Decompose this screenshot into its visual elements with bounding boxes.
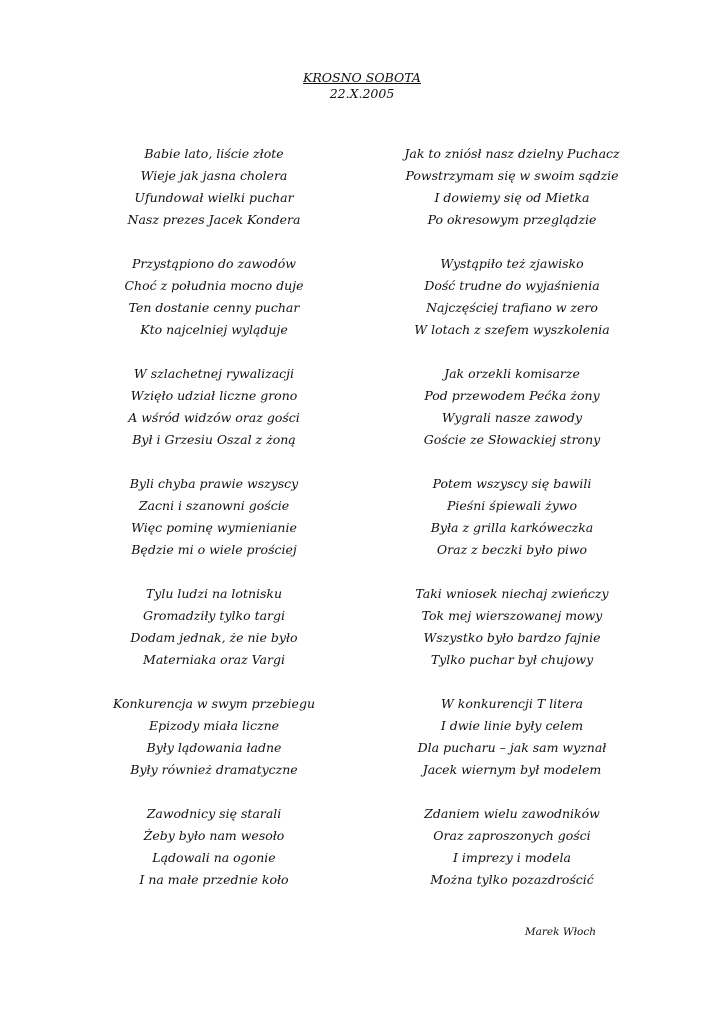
verse-line: Oraz zaproszonych gości — [433, 828, 591, 843]
verse-line: Była z grilla karkóweczka — [430, 520, 594, 535]
stanza — [54, 803, 374, 891]
verse-line: Babie lato, liście złote — [144, 146, 284, 161]
date-line: 22.X.2005 — [329, 86, 395, 101]
verse-line: Ufundował wielki puchar — [134, 190, 294, 205]
verse-line: Były również dramatyczne — [130, 762, 298, 777]
verse-line: Potem wszyscy się bawili — [432, 476, 592, 491]
stanza — [352, 803, 672, 891]
verse-line: Będzie mi o wiele prościej — [131, 542, 297, 557]
stanza — [352, 693, 672, 781]
verse-line: Pieśni śpiewali żywo — [446, 498, 578, 513]
verse-line: Po okresowym przeglądzie — [427, 212, 597, 227]
verse-line: Dodam jednak, że nie było — [130, 630, 298, 645]
verse-line: Wygrali nasze zawody — [441, 410, 583, 425]
verse-line: Zacni i szanowni goście — [138, 498, 290, 513]
verse-line: Oraz z beczki było piwo — [436, 542, 588, 557]
verse-line: Więc pominę wymienianie — [131, 520, 297, 535]
verse-line: Taki wniosek niechaj zwieńczy — [415, 586, 609, 601]
title-line: KROSNO SOBOTA — [303, 70, 421, 85]
stanza — [54, 583, 374, 671]
verse-line: A wśród widzów oraz gości — [128, 410, 300, 425]
right-column — [352, 143, 672, 913]
verse-line: Jak to zniósł nasz dzielny Puchacz — [404, 146, 620, 161]
verse-line: Gromadziły tylko targi — [142, 608, 286, 623]
verse-line: Choć z południa mocno duje — [124, 278, 304, 293]
verse-line: Epizody miała liczne — [148, 718, 280, 733]
verse-line: Pod przewodem Pećka żony — [424, 388, 600, 403]
verse-line: Byli chyba prawie wszyscy — [129, 476, 299, 491]
stanza — [352, 363, 672, 451]
verse-line: Zawodnicy się starali — [146, 806, 282, 821]
verse-line: I imprezy i modela — [453, 850, 571, 865]
verse-line: Wszystko było bardzo fajnie — [423, 630, 601, 645]
verse-line: Można tylko pozazdrościć — [430, 872, 594, 887]
verse-line: Były lądowania ładne — [146, 740, 282, 755]
stanza — [352, 253, 672, 341]
verse-line: Wieje jak jasna cholera — [140, 168, 288, 183]
verse-line: Tylu ludzi na lotnisku — [145, 586, 283, 601]
verse-line: Goście ze Słowackiej strony — [423, 432, 601, 447]
verse-line: I na małe przednie koło — [139, 872, 289, 887]
left-column — [54, 143, 374, 913]
verse-line: Dla pucharu – jak sam wyznał — [417, 740, 607, 755]
verse-line: Przystąpiono do zawodów — [132, 256, 296, 271]
verse-line: Jak orzekli komisarze — [444, 366, 580, 381]
stanza — [54, 143, 374, 231]
stanza — [352, 143, 672, 231]
verse-line: Był i Grzesiu Oszal z żoną — [132, 432, 296, 447]
author-signature: Marek Włoch — [524, 926, 596, 938]
stanza — [54, 363, 374, 451]
verse-line: Lądowali na ogonie — [152, 850, 276, 865]
stanza — [352, 583, 672, 671]
stanza — [54, 693, 374, 781]
verse-line: W konkurencji T litera — [440, 696, 584, 711]
verse-line: Wystąpiło też zjawisko — [440, 256, 584, 271]
verse-line: Kto najcelniej wyląduje — [140, 322, 288, 337]
stanza — [54, 253, 374, 341]
verse-line: Dość trudne do wyjaśnienia — [424, 278, 600, 293]
verse-line: Wzięło udział liczne grono — [130, 388, 298, 403]
verse-line: Tylko puchar był chujowy — [430, 652, 594, 667]
stanza — [54, 473, 374, 561]
verse-line: Ten dostanie cenny puchar — [128, 300, 300, 315]
poem-title — [0, 70, 724, 102]
verse-line: Nasz prezes Jacek Kondera — [127, 212, 301, 227]
verse-line: Jacek wiernym był modelem — [422, 762, 602, 777]
verse-line: Materniaka oraz Vargi — [143, 652, 285, 667]
verse-line: Tok mej wierszowanej mowy — [421, 608, 603, 623]
verse-line: I dowiemy się od Mietka — [434, 190, 590, 205]
verse-line: Konkurencja w swym przebiegu — [112, 696, 315, 711]
verse-line: Żeby było nam wesoło — [143, 828, 285, 843]
verse-line: Zdaniem wielu zawodników — [424, 806, 600, 821]
verse-line: Najczęściej trafiano w zero — [426, 300, 598, 315]
verse-line: W lotach z szefem wyszkolenia — [414, 322, 610, 337]
stanza — [352, 473, 672, 561]
verse-line: W szlachetnej rywalizacji — [133, 366, 295, 381]
verse-line: Powstrzymam się w swoim sądzie — [405, 168, 619, 183]
verse-line: I dwie linie były celem — [440, 718, 584, 733]
